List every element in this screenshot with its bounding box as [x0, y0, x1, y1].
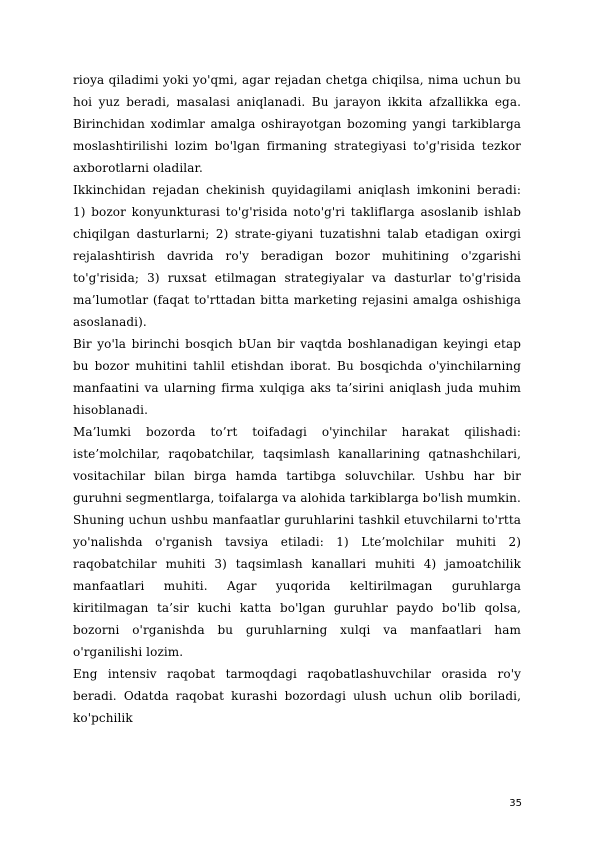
- page-number: 35: [509, 798, 522, 809]
- paragraph-5: Shuning uchun ushbu manfaatlar guruhlarini tashkil etuvchilarni to'rtta yo'nalishda o'rganish tavsiya etiladi: 1) Lte’molchilar muhiti 2) raqobatchilar muhiti 3) taqsimlash kanallari muhiti 4) jamoatchilik manfaatlari muhiti. Agar yuqorida keltirilmagan guruhlarga kiritilmagan ta’sir kuchi katta bo'lgan guruhlar paydo bo'lib qolsa, bozorni o'rganishda bu guruhlarning xulqi va manfaatlari ham o'rganilishi lozim.: [73, 513, 521, 659]
- document-page: [73, 69, 521, 729]
- paragraph-4: Ma’lumki bozorda to’rt toifadagi o'yinchilar harakat qilishadi: iste’molchilar, raqobatchilar, taqsimlash kanallarining qatnashchilari, vositachilar bilan birga hamda tartibga soluvchilar. Ushbu har bir guruhni segmentlarga, toifalarga va alohida tarkiblarga bo'lish mumkin.: [73, 425, 521, 505]
- paragraph-6: Eng intensiv raqobat tarmoqdagi raqobatlashuvchilar orasida ro'y beradi. Odatda raqobat kurashi bozordagi ulush uchun olib boriladi, ko'pchilik: [73, 667, 521, 725]
- paragraph-3: Bir yo'la birinchi bosqich bUan bir vaqtda boshlanadigan keyingi etap bu bozor muhitini tahlil etishdan iborat. Bu bosqichda o'yinchilarning manfaatini va ularning firma xulqiga aks ta’sirini aniqlash juda muhim hisoblanadi.: [73, 337, 521, 417]
- paragraph-2: Ikkinchidan rejadan chekinish quyidagilami aniqlash imkonini beradi: 1) bozor konyunkturasi to'g'risida noto'g'ri takliflarga asoslanib ishlab chiqilgan dasturlarni; 2) strate-giyani tuzatishni talab etadigan oxirgi rejalashtirish davrida ro'y beradigan bozor muhitining o'zgarishi to'g'risida; 3) ruxsat etilmagan strategiyalar va dasturlar to'g'risida ma’lumotlar (faqat to'rttadan bitta marketing rejasini amalga oshishiga asoslanadi).: [73, 183, 521, 329]
- paragraph-1: rioya qiladimi yoki yo'qmi, agar rejadan chetga chiqilsa, nima uchun bu hoi yuz beradi, masalasi aniqlanadi. Bu jarayon ikkita afzallikka ega. Birinchidan xodimlar amalga oshirayotgan bozoming yangi tarkiblarga moslashtirilishi lozim bo'lgan firmaning strategiyasi to'g'risida tezkor axborotlarni oladilar.: [73, 73, 521, 175]
